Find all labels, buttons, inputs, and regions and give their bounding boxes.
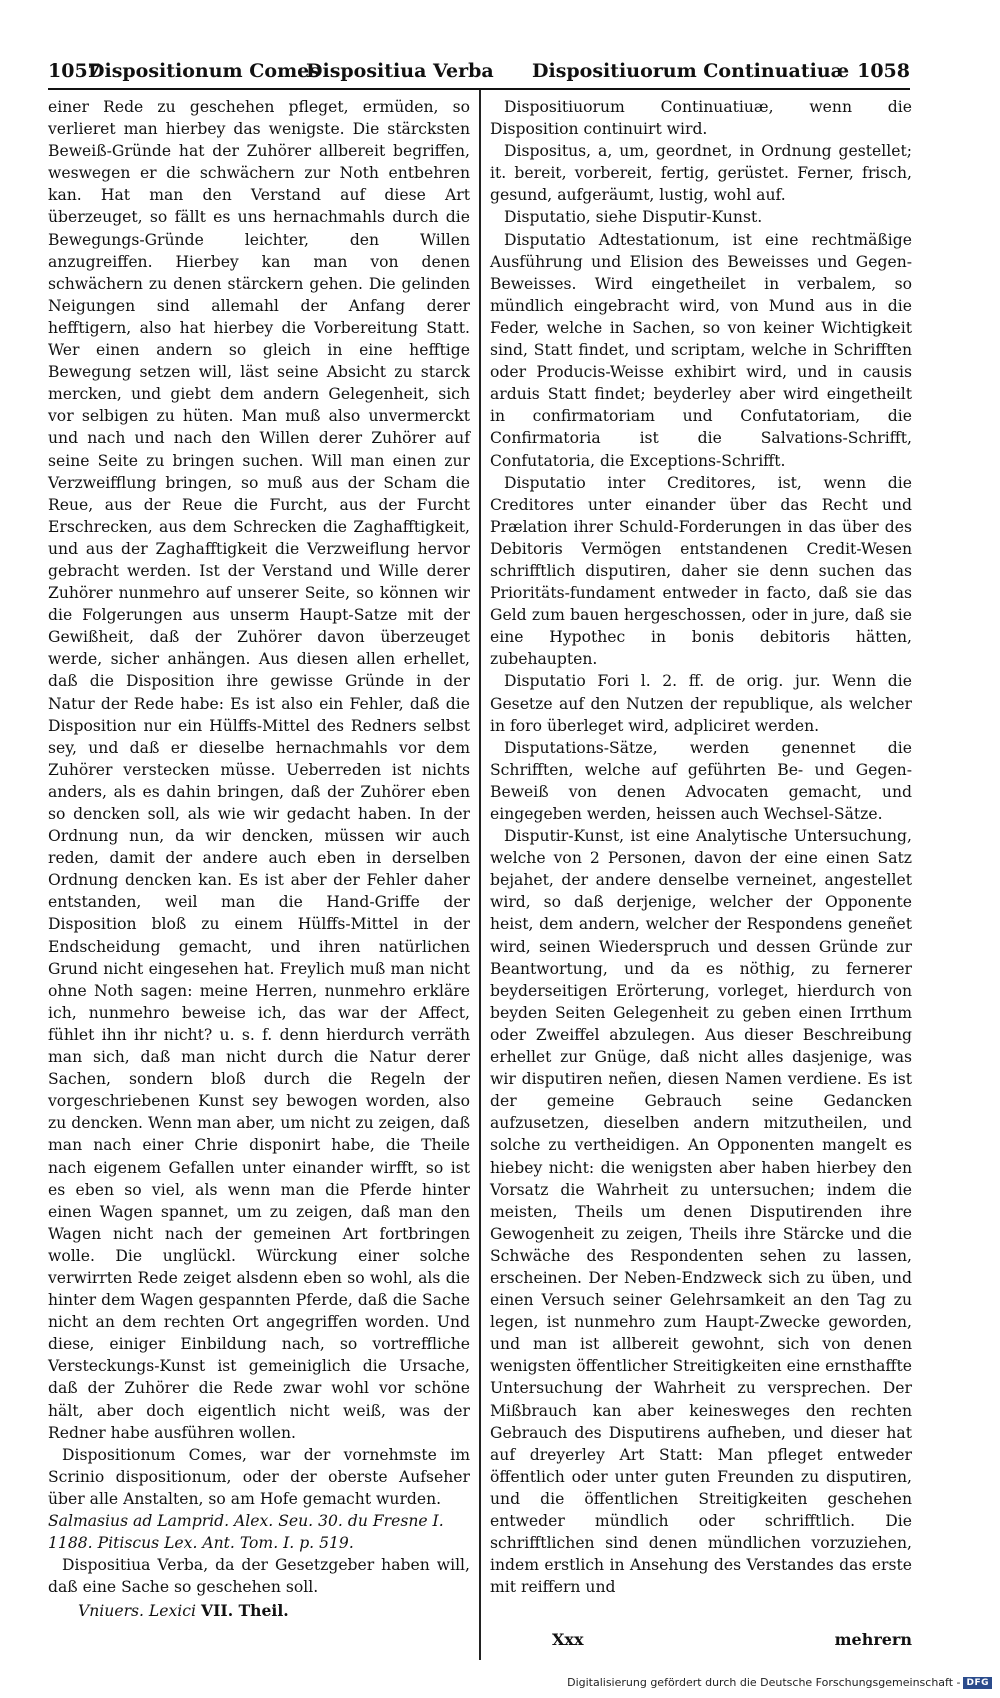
signature-part: VII. Theil. <box>201 1601 289 1621</box>
entry-dispositus: Dispositus, a, um, geordnet, in Ordnung gestellet; it. bereit, vorbereit, fertig, gerüstet. Ferner, frisch, gesund, aufgeräumt, lustig, wohl auf. <box>490 142 912 205</box>
left-running-title-b: Dispositiua Verba <box>306 60 494 82</box>
entry-disputatio-fori: Disputatio Fori l. 2. ff. de orig. jur. Wenn die Gesetze auf den Nutzen der republique, als welcher in foro überleget wird, adpliciret werden. <box>490 672 912 735</box>
entry-dispositiua-verba: Dispositiua Verba, da der Gesetzgeber haben will, daß eine Sache so geschehen soll. <box>48 1556 470 1597</box>
left-running-title-a: Dispositionum Comes <box>88 60 320 82</box>
right-running-title: Dispositiuorum Continuatiuæ <box>532 60 850 82</box>
left-column <box>48 96 470 1622</box>
right-page-number: 1058 <box>857 60 910 82</box>
digitization-footer <box>567 1676 992 1689</box>
entry-dispositiuorum-continuatiuae: Dispositiuorum Continuatiuæ, wenn die Disposition continuirt wird. <box>490 98 912 139</box>
footer-text: Digitalisierung gefördert durch die Deutsche Forschungsgemeinschaft - <box>567 1676 961 1689</box>
entry-disputatio: Disputatio, siehe Disputir-Kunst. <box>504 208 763 227</box>
signature-mark: Xxx <box>552 1630 584 1649</box>
column-divider <box>479 90 481 1660</box>
entry-disputations-saetze: Disputations-Sätze, werden genennet die Schrifften, welche auf geführten Be- und Gegen-Beweiß von denen Advocaten gemacht, und eingegeben werden, heissen auch Wechsel-Sätze. <box>490 738 912 823</box>
page-bottom-line <box>490 1630 912 1654</box>
left-paragraph-continuation: einer Rede zu geschehen pfleget, ermüden, so verlieret man hierbey das wenigste. Die stärcksten Beweiß-Gründe hat der Zuhörer allbereit begriffen, weswegen er die schwächern zur Noth entbehren kan. Hat man den Verstand auf diese Art überzeuget, so fällt es uns hernachmahls durch die Bewegungs-Gründe leichter, den Willen anzugreiffen. Hierbey kan man von denen schwächern zu denen stärckern gehen. Die gelinden Neigungen sind allemahl der Anfang derer hefftigern, also hat hierbey die Vorbereitung Statt. Wer einen andern so gleich in eine hefftige Bewegung setzen will, läst seine Absicht zu starck mercken, und giebt dem andern Gelegenheit, sich vor selbigen zu hüten. Man muß also unvermerckt und nach und nach den Willen derer Zuhörer auf seine Seite zu bringen suchen. Will man einen zur Verzweifflung bringen, so muß aus der Scham die Reue, aus der Reue die Furcht, aus der Furcht Erschrecken, aus dem Schrecken die Zaghafftigkeit, und aus der Zaghafftigkeit die Verzweiflung hervor gebracht werden. Ist der Verstand und Wille derer Zuhörer nunmehro auf unserer Seite, so können wir die Folgerungen aus unserm Haupt-Satze mit der Gewißheit, daß der Zuhörer davon überzeuget werde, sicher anhängen. Aus diesen allen erhellet, daß die Disposition ihre gewisse Gründe in der Natur der Rede habe: Es ist also ein Fehler, daß die Disposition nur ein Hülffs-Mittel des Redners selbst sey, und daß er dieselbe hernachmahls vor dem Zuhörer verstecken müsse. Ueberreden ist nichts anders, als es dahin bringen, daß der Zuhörer eben so dencken soll, als wie wir gedacht haben. In der Ordnung nun, da wir dencken, müssen wir auch reden, damit der andere auch eben in derselben Ordnung dencken kan. Es ist aber der Fehler daher entstanden, weil man die Hand-Griffe der Disposition bloß zu einem Hülffs-Mittel in der Endscheidung gemacht, und ihren natürlichen Grund nicht eingesehen hat. Freylich muß man nicht ohne Noth sagen: meine Herren, nunmehro erkläre ich, nunmehro beweise ich, das war der Affect, fühlet ihn ihr nicht? u. s. f. denn hierdurch verräth man sich, daß man nicht durch die Natur derer Sachen, sondern bloß durch die Regeln der vorgeschriebenen Kunst sey bewogen worden, also zu dencken. Wenn man aber, um nicht zu zeigen, daß man nach einer Chrie disponirt habe, die Theile nach eigenem Gefallen unter einander wirfft, so ist es eben so viel, als wenn man die Pferde hinter einen Wagen spannet, um zu zeigen, daß man den Wagen nicht nach der gemeinen Art fortbringen wolle. Die unglückl. Würckung einer solche verwirrten Rede zeiget alsdenn eben so wohl, als die hinter dem Wagen gespannten Pferde, daß die Sache nicht an dem rechten Ort angegriffen worden. Und diese, einiger Einbildung nach, so vortreffliche Versteckungs-Kunst ist gemeiniglich die Ursache, daß der Zuhörer die Rede zwar wohl vor schöne hält, aber doch eigentlich nicht weiß, was der Redner habe ausführen wollen. <box>48 98 470 1442</box>
dfg-logo-icon: DFG <box>963 1677 992 1689</box>
entry-disputatio-inter-creditores: Disputatio inter Creditores, ist, wenn die Creditores unter einander über das Recht und Prælation ihrer Schuld-Forderungen in das über des Debitoris Vermögen entstandenen Credit-Wesen schrifftlich disputiren, daher sie denn suchen das Prioritäts-fundament entweder in facto, daß sie das Geld zum bauen hergeschossen, oder in jure, daß sie eine Hypothec in bonis debitoris hätten, zubehaupten. <box>490 473 912 669</box>
entry-references: Salmasius ad Lamprid. Alex. Seu. 30. du Fresne I. 1188. Pitiscus Lex. Ant. Tom. I. p. 519. <box>48 1512 444 1553</box>
signature-volume: Vniuers. Lexici <box>78 1602 197 1621</box>
entry-dispositionum-comes: Dispositionum Comes, war der vornehmste im Scrinio dispositionum, oder der oberste Aufseher über alle Anstalten, so am Hofe gemacht wurden. <box>48 1445 470 1508</box>
catchword: mehrern <box>834 1630 912 1649</box>
left-page-number: 1057 <box>48 60 101 82</box>
right-column <box>490 96 912 1598</box>
entry-disputatio-adtestationum: Disputatio Adtestationum, ist eine rechtmäßige Ausführung und Elision des Beweisses und Gegen-Beweisses. Wird eingetheilet in verbalem, so mündlich eingebracht wird, von Mund aus in die Feder, welche in Sachen, so von keiner Wichtigkeit sind, Statt findet, und scriptam, welche in Schrifften oder Producis-Weisse exhibirt wird, und in causis arduis Statt findet; beyderley aber wird eingetheilt in confirmatoriam und Confutatoriam, die Confirmatoria ist die Salvations-Schrifft, Confutatoria, die Exceptions-Schrifft. <box>490 230 912 470</box>
signature-line <box>48 1600 470 1622</box>
entry-disputir-kunst: Disputir-Kunst, ist eine Analytische Untersuchung, welche von 2 Personen, davon der eine einen Satz bejahet, der andere denselbe verneinet, angestellet wird, so daß derjenige, welcher der Opponente heist, dem andern, welcher der Respondens geneñet wird, seinen Wiederspruch und dessen Gründe zur Beantwortung, und da es nöthig, zu fernerer beyderseitigen Erörterung, vorleget, hierdurch von beyden Seiten Gelegenheit zu geben einen Irrthum oder Zweiffel abzulegen. Aus dieser Beschreibung erhellet zur Gnüge, daß nicht alles dasjenige, was wir disputiren neñen, diesen Namen verdiene. Es ist der gemeine Gebrauch seine Gedancken aufzusetzen, dieselben andern mitzutheilen, und solche zu vertheidigen. An Opponenten mangelt es hiebey nicht: die wenigsten aber haben hierbey den Vorsatz die Wahrheit zu untersuchen; indem die meisten, Theils um denen Disputirenden ihre Gewogenheit zu zeigen, Theils ihre Stärcke und die Schwäche des Respondenten sehen zu lassen, erscheinen. Der Neben-Endzweck sich zu üben, und einen Versuch seiner Gelehrsamkeit an den Tag zu legen, ist nunmehro zum Haupt-Zwecke geworden, und man ist allbereit gewohnt, sich von denen wenigsten öffentlicher Streitigkeiten eine ernsthaffte Untersuchung der Wahrheit zu versprechen. Der Mißbrauch kan aber keinesweges den rechten Gebrauch des Disputirens aufheben, und dieser hat auf dreyerley Art Statt: Man pfleget entweder öffentlich oder unter guten Freunden zu disputiren, und die öffentlichen Streitigkeiten geschehen entweder mündlich oder schrifftlich. Die schrifftlichen sind denen mündlichen vorzuziehen, indem erstlich in Ansehung des Verstandes das erste mit reiffern und <box>490 827 912 1597</box>
